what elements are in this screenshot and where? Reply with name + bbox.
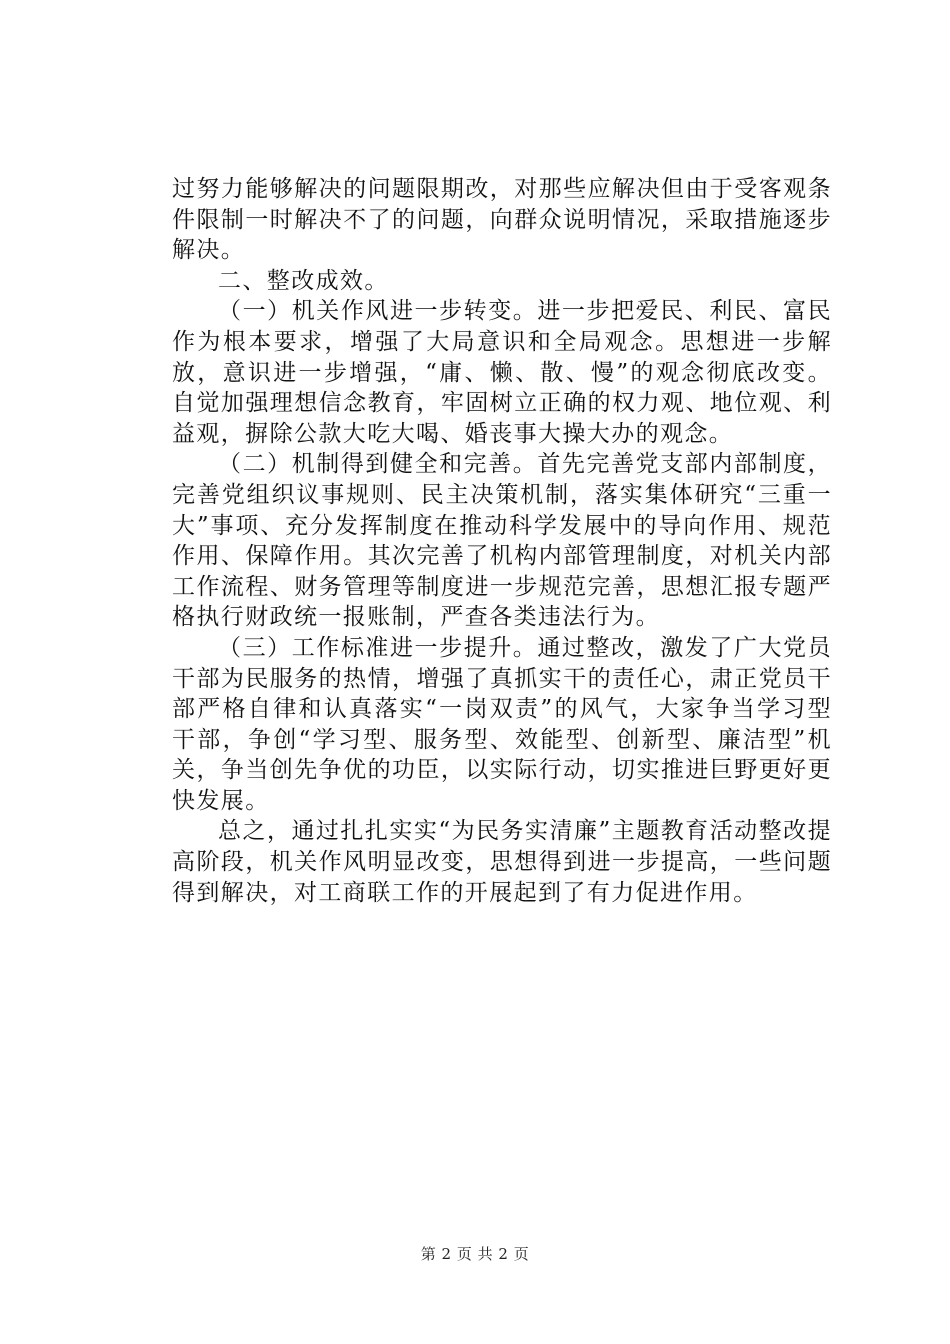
document-body [172,174,832,908]
paragraph-conclusion: 总之，通过扎扎实实“为民务实清廉”主题教育活动整改提高阶段，机关作风明显改变，思想得到进一步提高，一些问题得到解决，对工商联工作的开展起到了有力促进作用。 [172,818,832,906]
paragraph-point-3: （三）工作标准进一步提升。通过整改，激发了广大党员干部为民服务的热情，增强了真抓实干的责任心，肃正党员干部严格自律和认真落实“一岗双责”的风气，大家争当学习型干部，争创“学习型、服务型、效能型、创新型、廉洁型”机关，争当创先争优的功臣，以实际行动，切实推进巨野更好更快发展。 [172,634,832,814]
paragraph-point-1: （一）机关作风进一步转变。进一步把爱民、利民、富民作为根本要求，增强了大局意识和全局观念。思想进一步解放，意识进一步增强，“庸、懒、散、慢”的观念彻底改变。自觉加强理想信念教育，牢固树立正确的权力观、地位观、利益观，摒除公款大吃大喝、婚丧事大操大办的观念。 [172,298,832,447]
page-footer: 第 2 页 共 2 页 [420,1245,530,1263]
section-heading: 二、整改成效。 [218,267,389,294]
paragraph-point-2: （二）机制得到健全和完善。首先完善党支部内部制度，完善党组织议事规则、民主决策机制，落实集体研究“三重一大”事项、充分发挥制度在推动科学发展中的导向作用、规范作用、保障作用。其次完善了机构内部管理制度，对机关内部工作流程、财务管理等制度进一步规范完善，思想汇报专题严格执行财政统一报账制，严查各类违法行为。 [172,451,832,631]
paragraph-continuation: 过努力能够解决的问题限期改，对那些应解决但由于受客观条件限制一时解决不了的问题，向群众说明情况，采取措施逐步解决。 [172,176,832,264]
